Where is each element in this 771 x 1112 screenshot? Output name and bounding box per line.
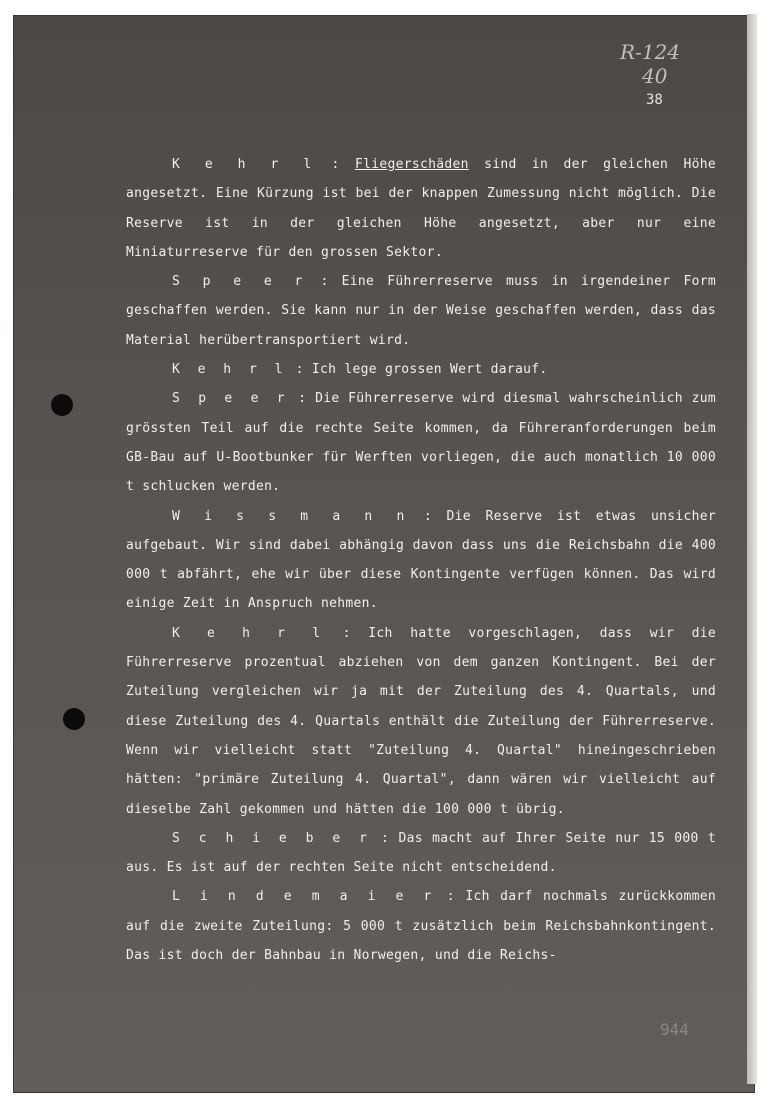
- speaker-name: S c h i e b e r: [172, 830, 372, 846]
- page-number: 38: [646, 92, 663, 108]
- handwritten-mark-line: R-124: [620, 40, 680, 64]
- speaker-name: S p e e r: [172, 274, 308, 290]
- handwritten-archive-mark: [620, 40, 692, 95]
- archive-stamp-number: 944: [660, 1020, 689, 1039]
- punch-hole: [51, 394, 73, 416]
- transcript-paragraph: [126, 267, 716, 355]
- speaker-separator: :: [307, 274, 342, 290]
- speaker-name: W i s s m a n n: [172, 508, 410, 524]
- speaker-separator: :: [287, 362, 312, 378]
- speaker-name: L i n d e m a i e r: [172, 889, 437, 905]
- paragraph-text: Ich hatte vorgeschlagen, dass wir die Führerreserve prozentual abziehen von dem ganzen Kontingent. Bei der Zuteilung vergleichen wir ja mit der Zuteilung des 4. Quartals, und diese Zuteilung des 4. Quartals enthält die Zuteilung der Führerreserve. Wenn wir vielleicht statt "Zuteilung 4. Quartal" hineingeschrieben hätten: "primäre Zuteilung 4. Quartal", dann wären wir vielleicht auf dieselbe Zahl gekommen und hätten die 100 000 t übrig.: [126, 625, 716, 817]
- speaker-name: K e h r l: [172, 157, 317, 172]
- speaker-name: S p e e r: [172, 391, 290, 407]
- page-edge: [747, 14, 757, 1084]
- paragraph-text: Die Führerreserve wird diesmal wahrscheinlich zum grössten Teil auf die rechte Seite kommen, da Führeranforderungen beim GB-Bau auf U-Bootbunker für Werften vorliegen, die auch monatlich 10 000 t schlucken werden.: [126, 391, 716, 495]
- transcript-paragraph: [126, 619, 716, 824]
- transcript-paragraph: [126, 150, 716, 267]
- speaker-name: K e h r l: [172, 625, 326, 641]
- paragraph-text: Ich darf nochmals zurückkommen auf die zweite Zuteilung: 5 000 t zusätzlich beim Reichsbahnkontingent. Das ist doch der Bahnbau in Norwegen, und die Reichs-: [126, 889, 716, 964]
- underlined-keyword: Fliegerschäden: [354, 157, 469, 172]
- paragraph-text: Ich lege grossen Wert darauf.: [311, 362, 548, 378]
- speaker-separator: :: [371, 830, 399, 846]
- transcript-body: [126, 150, 716, 970]
- transcript-paragraph: [126, 882, 716, 970]
- speaker-separator: :: [325, 625, 369, 641]
- transcript-paragraph: [126, 502, 716, 619]
- speaker-separator: :: [289, 391, 316, 407]
- handwritten-mark-line: 40: [642, 64, 668, 88]
- transcript-paragraph: [126, 824, 716, 883]
- transcript-paragraph: [126, 355, 716, 384]
- speaker-separator: :: [409, 508, 447, 524]
- speaker-separator: :: [436, 889, 466, 905]
- paragraph-text: sind in der gleichen Höhe angesetzt. Eine Kürzung ist bei der knappen Zumessung nicht möglich. Die Reserve ist in der gleichen Höhe angesetzt, aber nur eine Miniaturreserve für den grossen Sektor.: [126, 157, 716, 260]
- paragraph-text: Das macht auf Ihrer Seite nur 15 000 t aus. Es ist auf der rechten Seite nicht entscheidend.: [126, 830, 716, 876]
- speaker-name: K e h r l: [172, 362, 288, 378]
- speaker-separator: :: [316, 157, 355, 172]
- punch-hole: [63, 708, 85, 730]
- transcript-paragraph: [126, 384, 716, 501]
- paragraph-text: Die Reserve ist etwas unsicher aufgebaut. Wir sind dabei abhängig davon dass uns die Reichsbahn die 400 000 t abfährt, ehe wir über diese Kontingente verfügen können. Das wird einige Zeit in Anspruch nehmen.: [126, 508, 716, 612]
- paragraph-text: Eine Führerreserve muss in irgendeiner Form geschaffen werden. Sie kann nur in der Weise geschaffen werden, dass das Material herübertransportiert wird.: [126, 274, 716, 348]
